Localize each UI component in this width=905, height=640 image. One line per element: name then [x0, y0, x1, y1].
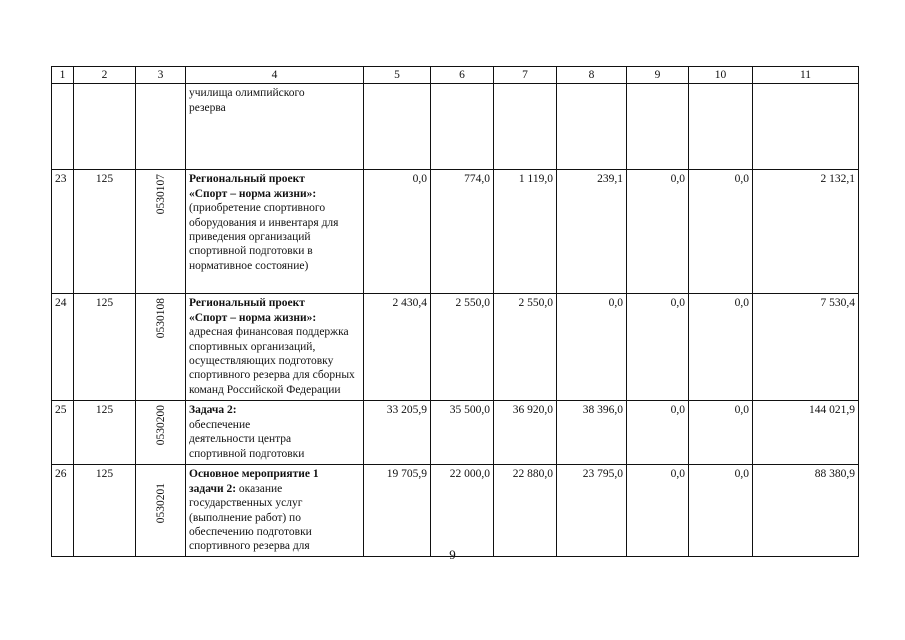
value-col8: 38 396,0 [557, 401, 627, 465]
table-row [52, 294, 859, 401]
value-col7: 1 119,0 [494, 170, 557, 294]
col-header-5: 5 [364, 67, 431, 84]
row-name-bold: Основное мероприятие 1 задачи 2: [189, 468, 319, 495]
col-header-3: 3 [136, 67, 186, 84]
value-col9: 0,0 [627, 294, 689, 401]
row-name [186, 401, 364, 465]
continuation-text: училища олимпийского резерва [189, 87, 305, 114]
value-col11: 2 132,1 [753, 170, 859, 294]
col-header-10: 10 [689, 67, 753, 84]
row-name-bold: Задача 2: [189, 404, 237, 417]
csr-code: 0530200 [154, 405, 167, 446]
value-col6: 2 550,0 [431, 294, 494, 401]
header-row [52, 67, 859, 84]
value-col9: 0,0 [627, 170, 689, 294]
value-col10: 0,0 [689, 465, 753, 556]
row-name-text: оказание государственных услуг (выполнение работ) по обеспечению подготовки спортивного резерва для [189, 482, 312, 553]
row-name [186, 170, 364, 294]
value-col11: 7 530,4 [753, 294, 859, 401]
row-index: 26 [52, 465, 74, 556]
csr-code: 0530108 [154, 298, 167, 339]
row-name-text: адресная финансовая поддержка спортивных организаций, осуществляющих подготовку спортивного резерва для сборных команд Российской Федерации [189, 326, 355, 396]
table-row [52, 170, 859, 294]
csr-code-cell [136, 401, 186, 465]
csr-code-cell [136, 294, 186, 401]
continuation-name [186, 84, 364, 170]
col-header-4: 4 [186, 67, 364, 84]
row-name-text: (приобретение спортивного оборудования и инвентаря для приведения организаций спортивной подготовки в нормативное состояние) [189, 202, 339, 272]
row-index: 23 [52, 170, 74, 294]
row-name [186, 465, 364, 556]
col-header-1: 1 [52, 67, 74, 84]
value-col5: 19 705,9 [364, 465, 431, 556]
col-header-8: 8 [557, 67, 627, 84]
value-col5: 0,0 [364, 170, 431, 294]
col-header-6: 6 [431, 67, 494, 84]
col-header-2: 2 [74, 67, 136, 84]
budget-table [51, 66, 859, 557]
value-col8: 23 795,0 [557, 465, 627, 556]
table-row [52, 465, 859, 556]
ced-code: 125 [74, 401, 136, 465]
value-col7: 36 920,0 [494, 401, 557, 465]
value-col6: 774,0 [431, 170, 494, 294]
ced-code: 125 [74, 170, 136, 294]
table-row [52, 401, 859, 465]
value-col10: 0,0 [689, 401, 753, 465]
col-header-9: 9 [627, 67, 689, 84]
col-header-7: 7 [494, 67, 557, 84]
value-col9: 0,0 [627, 401, 689, 465]
value-col11: 144 021,9 [753, 401, 859, 465]
row-name-text: обеспечение деятельности центра спортивной подготовки [189, 418, 305, 460]
value-col11: 88 380,9 [753, 465, 859, 556]
value-col10: 0,0 [689, 294, 753, 401]
col-header-11: 11 [753, 67, 859, 84]
value-col7: 22 880,0 [494, 465, 557, 556]
continuation-row [52, 84, 859, 170]
ced-code: 125 [74, 294, 136, 401]
page-number: 9 [449, 547, 456, 562]
ced-code: 125 [74, 465, 136, 556]
row-name [186, 294, 364, 401]
value-col10: 0,0 [689, 170, 753, 294]
row-index: 24 [52, 294, 74, 401]
row-index: 25 [52, 401, 74, 465]
value-col6: 22 000,0 [431, 465, 494, 556]
value-col8: 0,0 [557, 294, 627, 401]
csr-code: 0530201 [154, 483, 167, 524]
row-name-bold: Региональный проект «Спорт – норма жизни»: [189, 297, 317, 324]
csr-code: 0530107 [154, 174, 167, 215]
value-col5: 33 205,9 [364, 401, 431, 465]
value-col9: 0,0 [627, 465, 689, 556]
csr-code-cell [136, 170, 186, 294]
value-col7: 2 550,0 [494, 294, 557, 401]
row-name-bold: Региональный проект «Спорт – норма жизни»: [189, 173, 317, 200]
value-col6: 35 500,0 [431, 401, 494, 465]
value-col5: 2 430,4 [364, 294, 431, 401]
value-col8: 239,1 [557, 170, 627, 294]
csr-code-cell [136, 465, 186, 556]
